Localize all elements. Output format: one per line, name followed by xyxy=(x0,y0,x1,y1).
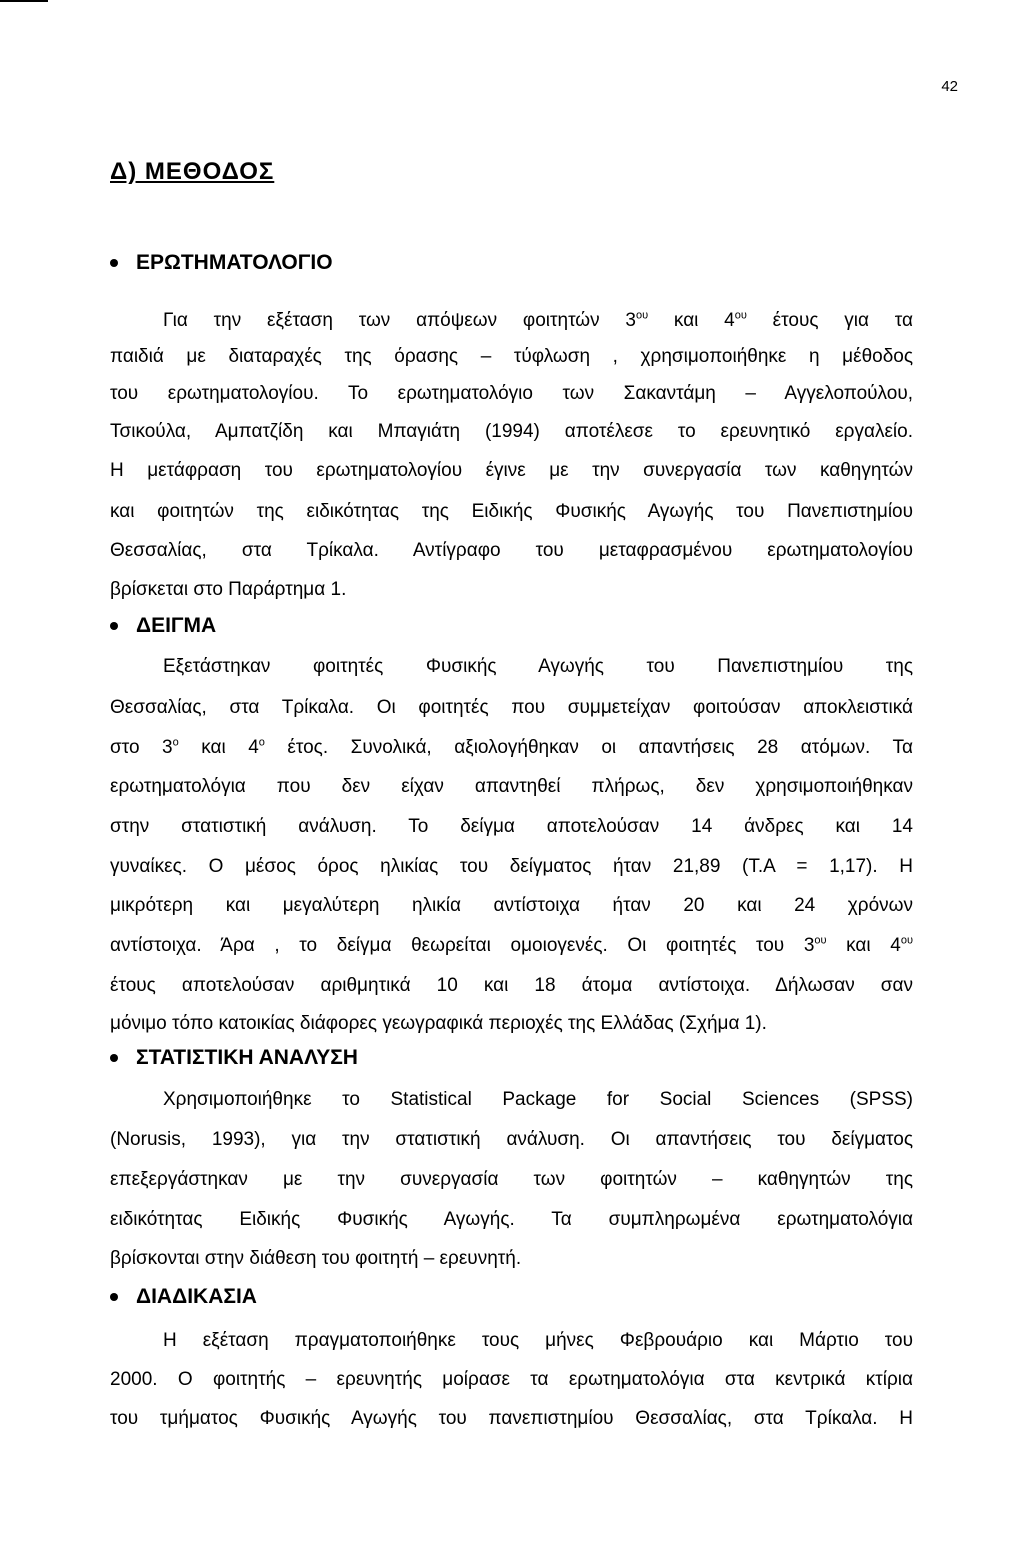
text-segment: και 4 xyxy=(178,737,259,758)
text-line xyxy=(163,1089,913,1111)
text-segment: έτους για τα xyxy=(746,310,913,331)
text-line xyxy=(163,310,913,332)
text-line xyxy=(110,1369,913,1391)
text-segment: μικρότερη και μεγαλύτερη ηλικία αντίστοιχα ήταν 20 και 24 χρόνων xyxy=(110,895,913,916)
bullet-icon xyxy=(110,1293,118,1301)
text-segment: Τσικούλα, Αμπατζίδη και Μπαγιάτη (1994) αποτέλεσε το ερευνητικό εργαλείο. xyxy=(110,421,913,442)
text-line xyxy=(110,975,913,997)
text-segment: Θεσσαλίας, στα Τρίκαλα. Οι φοιτητές που συμμετείχαν φοιτούσαν αποκλειστικά xyxy=(110,697,913,718)
text-line xyxy=(110,421,913,443)
chapter-title: Δ) ΜΕΘΟΔΟΣ xyxy=(110,158,275,185)
superscript: ου xyxy=(734,309,747,322)
text-segment: Χρησιμοποιήθηκε το Statistical Package for Social Sciences (SPSS) xyxy=(163,1089,913,1110)
text-line xyxy=(163,1330,913,1352)
text-line xyxy=(110,1129,913,1151)
heading-questionnaire xyxy=(110,251,333,275)
heading-sample xyxy=(110,614,216,638)
text-segment: και 4 xyxy=(826,935,901,956)
bullet-icon xyxy=(110,622,118,630)
text-segment: ειδικότητας Ειδικής Φυσικής Αγωγής. Τα συμπληρωμένα ερωτηματολόγια xyxy=(110,1209,913,1230)
text-line xyxy=(110,460,913,482)
section-heading-text: ΔΕΙΓΜΑ xyxy=(136,614,217,637)
text-segment: και 4 xyxy=(648,310,735,331)
scan-corner-mark xyxy=(0,0,48,2)
section-heading-text: ΣΤΑΤΙΣΤΙΚΗ ΑΝΑΛΥΣΗ xyxy=(136,1046,358,1069)
text-line xyxy=(110,737,913,759)
section-heading-text: ΔΙΑΔΙΚΑΣΙΑ xyxy=(136,1285,257,1308)
text-line xyxy=(110,1209,913,1231)
text-line xyxy=(110,501,913,523)
text-segment: Η εξέταση πραγματοποιήθηκε τους μήνες Φεβρουάριο και Μάρτιο του xyxy=(163,1330,913,1351)
text-segment: έτος. Συνολικά, αξιολογήθηκαν οι απαντήσεις 28 ατόμων. Τα xyxy=(264,737,913,758)
text-segment: έτους αποτελούσαν αριθμητικά 10 και 18 άτομα αντίστοιχα. Δήλωσαν σαν xyxy=(110,975,913,996)
text-segment: βρίσκονται στην διάθεση του φοιτητή – ερευνητή. xyxy=(110,1248,522,1269)
text-segment: Θεσσαλίας, στα Τρίκαλα. Αντίγραφο του μεταφρασμένου ερωτηματολογίου xyxy=(110,540,913,561)
text-line xyxy=(110,895,913,917)
text-segment: γυναίκες. Ο μέσος όρος ηλικίας του δείγματος ήταν 21,89 (Τ.Α = 1,17). Η xyxy=(110,856,913,877)
text-line xyxy=(110,1013,913,1035)
text-line xyxy=(110,383,913,405)
page-number: 42 xyxy=(941,78,958,95)
text-segment: Η μετάφραση του ερωτηματολογίου έγινε με την συνεργασία των καθηγητών xyxy=(110,460,913,481)
bullet-icon xyxy=(110,259,118,267)
text-segment: Εξετάστηκαν φοιτητές Φυσικής Αγωγής του Πανεπιστημίου της xyxy=(163,656,913,677)
text-segment: 2000. Ο φοιτητής – ερευνητής μοίρασε τα ερωτηματολόγια στα κεντρικά κτίρια xyxy=(110,1369,913,1390)
text-segment: του τμήματος Φυσικής Αγωγής του πανεπιστημίου Θεσσαλίας, στα Τρίκαλα. Η xyxy=(110,1408,913,1429)
text-segment: (Norusis, 1993), για την στατιστική ανάλυση. Οι απαντήσεις του δείγματος xyxy=(110,1129,913,1150)
text-segment: στην στατιστική ανάλυση. Το δείγμα αποτελούσαν 14 άνδρες και 14 xyxy=(110,816,913,837)
text-segment: παιδιά με διαταραχές της όρασης – τύφλωση , χρησιμοποιήθηκε η μέθοδος xyxy=(110,346,913,367)
text-line xyxy=(110,1248,913,1270)
text-line xyxy=(110,816,913,838)
text-line xyxy=(110,935,913,957)
heading-procedure xyxy=(110,1285,257,1309)
text-line xyxy=(110,540,913,562)
text-line xyxy=(110,697,913,719)
text-segment: επεξεργάστηκαν με την συνεργασία των φοιτητών – καθηγητών της xyxy=(110,1169,913,1190)
superscript: ου xyxy=(814,934,827,947)
text-line xyxy=(110,856,913,878)
superscript: ου xyxy=(900,934,913,947)
text-line xyxy=(163,656,913,678)
superscript: ου xyxy=(636,309,649,322)
text-line xyxy=(110,579,913,601)
text-line xyxy=(110,1408,913,1430)
text-line xyxy=(110,776,913,798)
text-segment: Για την εξέταση των απόψεων φοιτητών 3 xyxy=(163,310,636,331)
text-segment: ερωτηματολόγια που δεν είχαν απαντηθεί πλήρως, δεν χρησιμοποιήθηκαν xyxy=(110,776,913,797)
superscript: ο xyxy=(172,736,179,749)
heading-statistical-analysis xyxy=(110,1046,358,1070)
section-heading-text: ΕΡΩΤΗΜΑΤΟΛΟΓΙΟ xyxy=(136,251,333,274)
text-segment: βρίσκεται στο Παράρτημα 1. xyxy=(110,579,347,600)
superscript: ο xyxy=(258,736,265,749)
text-segment: στο 3 xyxy=(110,737,173,758)
text-line xyxy=(110,1169,913,1191)
text-segment: αντίστοιχα. Άρα , το δείγμα θεωρείται ομοιογενές. Οι φοιτητές του 3 xyxy=(110,935,815,956)
bullet-icon xyxy=(110,1054,118,1062)
text-line xyxy=(110,346,913,368)
text-segment: και φοιτητών της ειδικότητας της Ειδικής Φυσικής Αγωγής του Πανεπιστημίου xyxy=(110,501,913,522)
text-segment: του ερωτηματολογίου. Το ερωτηματολόγιο των Σακαντάμη – Αγγελοπούλου, xyxy=(110,383,913,404)
text-segment: μόνιμο τόπο κατοικίας διάφορες γεωγραφικά περιοχές της Ελλάδας (Σχήμα 1). xyxy=(110,1013,767,1034)
